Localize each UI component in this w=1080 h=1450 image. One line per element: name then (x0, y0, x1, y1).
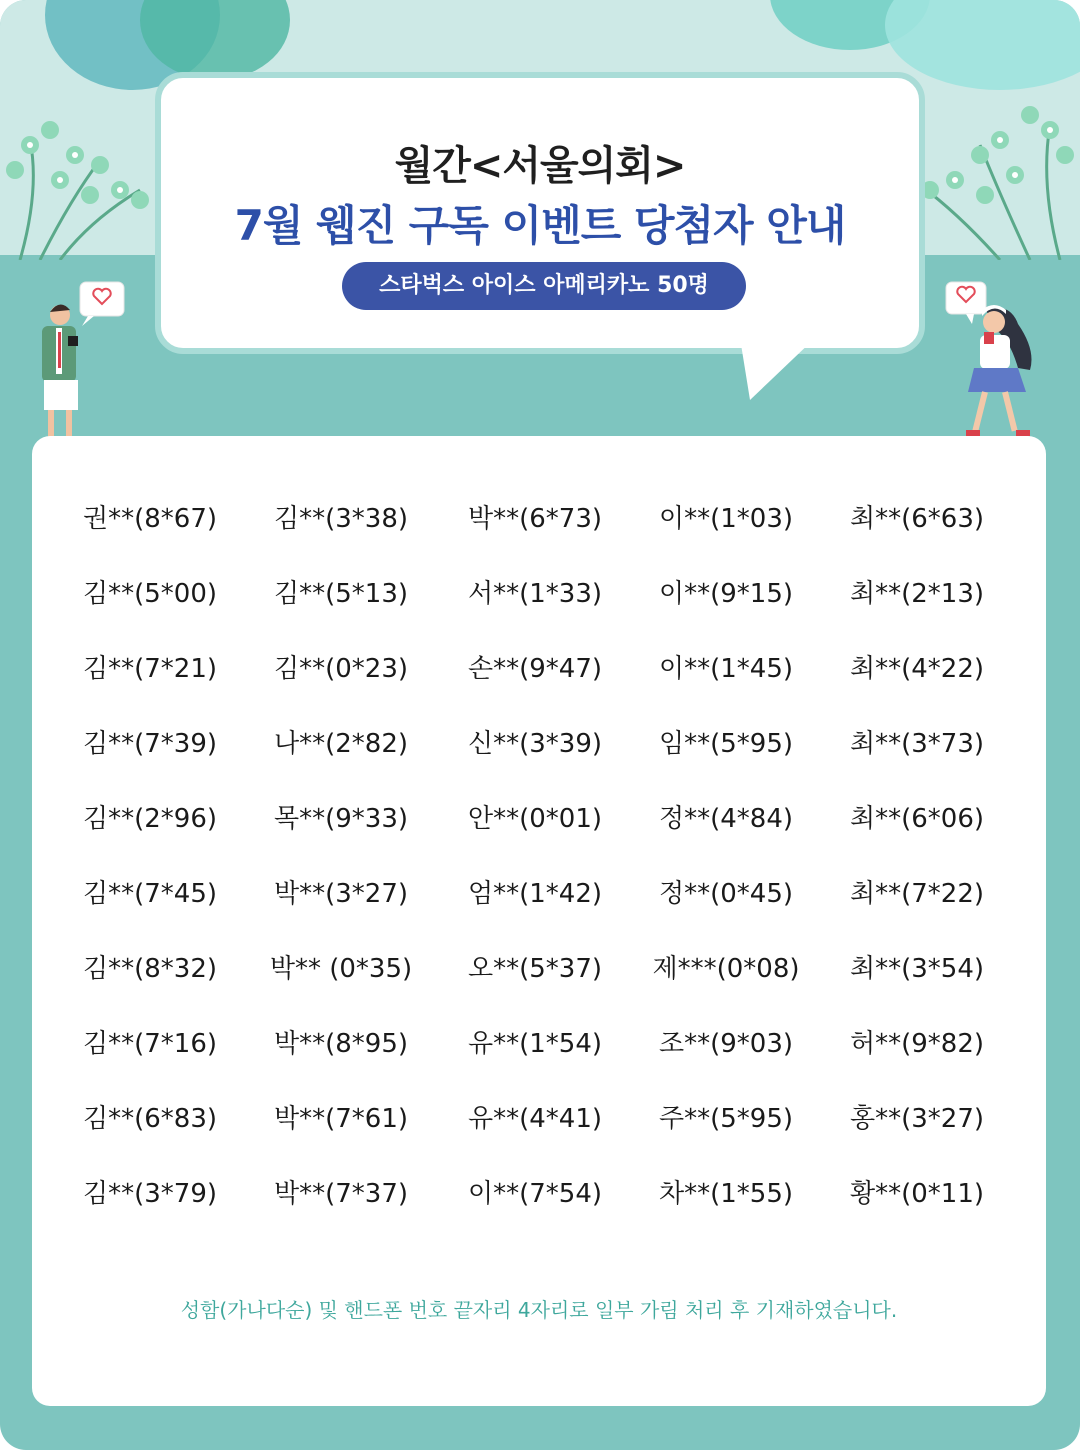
winner-entry: 황**(0*11) (849, 1179, 985, 1209)
winner-entry: 정**(0*45) (658, 879, 794, 909)
winner-entry: 김**(5*00) (82, 579, 218, 609)
winner-row (32, 799, 1046, 839)
winner-entry: 이**(1*45) (658, 654, 794, 684)
flower-bush-icon (900, 95, 1080, 260)
winner-entry: 박**(3*27) (273, 879, 409, 909)
winner-entry: 최**(7*22) (849, 879, 985, 909)
winner-entry: 유**(4*41) (467, 1104, 603, 1134)
prize-badge: 스타벅스 아이스 아메리카노 50명 (342, 262, 746, 310)
winner-entry: 이**(9*15) (658, 579, 794, 609)
winner-entry: 손**(9*47) (467, 654, 603, 684)
flower-bush-icon (0, 100, 160, 260)
winner-entry: 권**(8*67) (82, 504, 218, 534)
person-with-phone-icon (940, 280, 1050, 455)
winner-entry: 김**(3*79) (82, 1179, 218, 1209)
winner-entry: 홍**(3*27) (849, 1104, 985, 1134)
winner-entry: 이**(1*03) (658, 504, 794, 534)
winner-entry: 김**(6*83) (82, 1104, 218, 1134)
winner-entry: 최**(4*22) (849, 654, 985, 684)
winner-entry: 서**(1*33) (467, 579, 603, 609)
winner-entry: 엄**(1*42) (467, 879, 603, 909)
winner-entry: 최**(2*13) (849, 579, 985, 609)
winner-entry: 최**(6*63) (849, 504, 985, 534)
person-with-phone-icon (28, 280, 138, 455)
winner-entry: 안**(0*01) (467, 804, 603, 834)
winner-entry: 김**(5*13) (273, 579, 409, 609)
winner-entry: 나**(2*82) (273, 729, 409, 759)
winner-entry: 정**(4*84) (658, 804, 794, 834)
winner-entry: 김**(3*38) (273, 504, 409, 534)
winner-entry: 김**(8*32) (82, 954, 218, 984)
winner-entry: 신**(3*39) (467, 729, 603, 759)
winner-entry: 최**(3*54) (849, 954, 985, 984)
winner-entry: 최**(6*06) (849, 804, 985, 834)
winner-row (32, 574, 1046, 614)
winner-row (32, 949, 1046, 989)
event-title: 7월 웹진 구독 이벤트 당첨자 안내 (234, 201, 846, 250)
winner-row (32, 874, 1046, 914)
winner-entry: 최**(3*73) (849, 729, 985, 759)
winner-entry: 임**(5*95) (658, 729, 794, 759)
winner-entry: 김**(7*45) (82, 879, 218, 909)
privacy-note: 성함(가나다순) 및 핸드폰 번호 끝자리 4자리로 일부 가림 처리 후 기재하였습니다. (180, 1298, 898, 1322)
magazine-title: 월간<서울의회> (394, 143, 686, 189)
winner-entry: 목**(9*33) (273, 804, 409, 834)
winner-row (32, 1174, 1046, 1214)
winner-entry: 김**(2*96) (82, 804, 218, 834)
winner-entry: 유**(1*54) (467, 1029, 603, 1059)
title-speech-bubble (155, 72, 925, 354)
winners-panel (32, 436, 1046, 1406)
winner-row (32, 1024, 1046, 1064)
winner-row (32, 499, 1046, 539)
winner-entry: 박**(7*37) (273, 1179, 409, 1209)
winner-entry: 박**(8*95) (273, 1029, 409, 1059)
winner-entry: 허**(9*82) (849, 1029, 985, 1059)
winner-row (32, 649, 1046, 689)
winner-entry: 이**(7*54) (467, 1179, 603, 1209)
winner-entry: 제***(0*08) (652, 954, 800, 984)
winner-row (32, 1099, 1046, 1139)
winner-entry: 박**(7*61) (273, 1104, 409, 1134)
winner-row (32, 724, 1046, 764)
winner-entry: 조**(9*03) (658, 1029, 794, 1059)
winner-entry: 오**(5*37) (467, 954, 603, 984)
decorative-blob (885, 0, 1080, 90)
winner-entry: 김**(0*23) (273, 654, 409, 684)
winner-entry: 주**(5*95) (658, 1104, 794, 1134)
winner-entry: 박** (0*35) (269, 954, 413, 984)
winner-entry: 김**(7*39) (82, 729, 218, 759)
winner-entry: 박**(6*73) (467, 504, 603, 534)
speech-bubble-tail (740, 338, 830, 408)
winner-entry: 김**(7*21) (82, 654, 218, 684)
winner-entry: 김**(7*16) (82, 1029, 218, 1059)
winner-entry: 차**(1*55) (658, 1179, 794, 1209)
